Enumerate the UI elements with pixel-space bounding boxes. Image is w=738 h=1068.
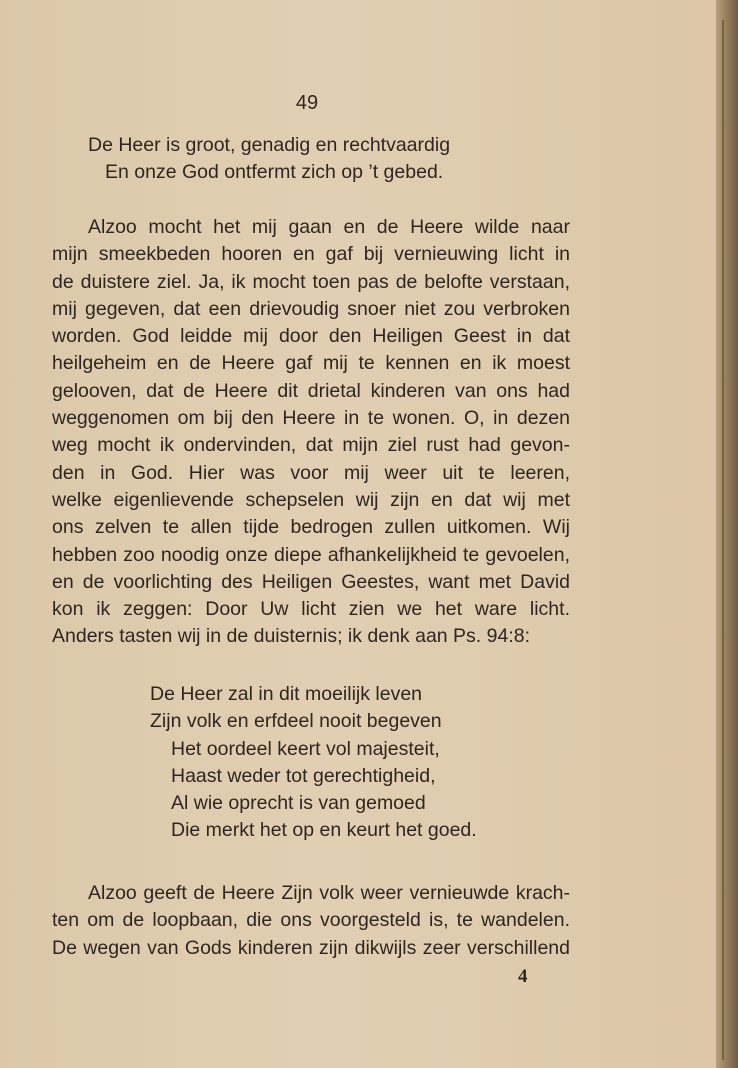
poem-verse xyxy=(150,681,477,845)
text-line: mij gegeven, dat een drievoudig snoer niet zou verbroken xyxy=(52,297,570,320)
poem-line: Zijn volk en erfdeel nooit begeven xyxy=(150,710,442,733)
poem-line: Haast weder tot gerechtigheid, xyxy=(171,764,436,787)
text-line: gelooven, dat de Heere dit drietal kinderen van ons had xyxy=(52,379,570,402)
paragraph-1 xyxy=(52,214,570,651)
signature-mark: 4 xyxy=(518,966,528,987)
page-number: 49 xyxy=(295,92,319,114)
poem-line: Het oordeel keert vol majesteit, xyxy=(171,737,440,760)
text-line: mijn smeekbeden hooren en gaf bij vernieuwing licht in xyxy=(52,243,570,266)
text-line: de duistere ziel. Ja, ik mocht toen pas de belofte verstaan, xyxy=(52,270,570,293)
text-line: den in God. Hier was voor mij weer uit te leeren, xyxy=(52,461,570,484)
text-line: ten om de loopbaan, die ons voorgesteld is, te wandelen. xyxy=(52,909,570,932)
text-line: kon ik zeggen: Door Uw licht zien we het ware licht. xyxy=(52,598,570,621)
text-line: De wegen van Gods kinderen zijn dikwijls zeer verschillend xyxy=(52,936,570,959)
text-line: worden. God leidde mij door den Heiligen Geest in dat xyxy=(52,325,570,348)
poem-line: Al wie oprecht is van gemoed xyxy=(171,792,426,815)
page-edge xyxy=(716,0,738,1068)
text-line: Alzoo mocht het mij gaan en de Heere wilde naar xyxy=(88,216,570,238)
poem-line: Die merkt het op en keurt het goed. xyxy=(171,819,477,842)
text-line: hebben zoo noodig onze diepe afhankelijkheid te gevoelen, xyxy=(52,543,570,566)
intro-verse xyxy=(88,132,450,187)
text-line: Anders tasten wij in de duisternis; ik denk aan Ps. 94:8: xyxy=(52,625,531,648)
page-edge-line xyxy=(722,20,724,1060)
text-line: en de voorlichting des Heiligen Geestes, want met David xyxy=(52,570,570,593)
text-line: welke eigenlievende schepselen wij zijn en dat wij met xyxy=(52,488,570,511)
poem-line: De Heer zal in dit moeilijk leven xyxy=(150,683,423,705)
intro-line: De Heer is groot, genadig en rechtvaardig xyxy=(88,134,451,156)
text-line: Alzoo geeft de Heere Zijn volk weer vernieuwde krach- xyxy=(88,882,570,904)
text-line: ons zelven te allen tijde bedrogen zullen uitkomen. Wij xyxy=(52,516,570,539)
paragraph-2 xyxy=(52,880,570,962)
intro-line: En onze God ontfermt zich op ’t gebed. xyxy=(105,161,444,184)
text-line: heilgeheim en de Heere gaf mij te kennen en ik moest xyxy=(52,352,570,375)
text-line: weg mocht ik ondervinden, dat mijn ziel rust had gevon- xyxy=(52,434,570,457)
text-line: weggenomen om bij den Heere in te wonen. O, in dezen xyxy=(52,407,570,430)
